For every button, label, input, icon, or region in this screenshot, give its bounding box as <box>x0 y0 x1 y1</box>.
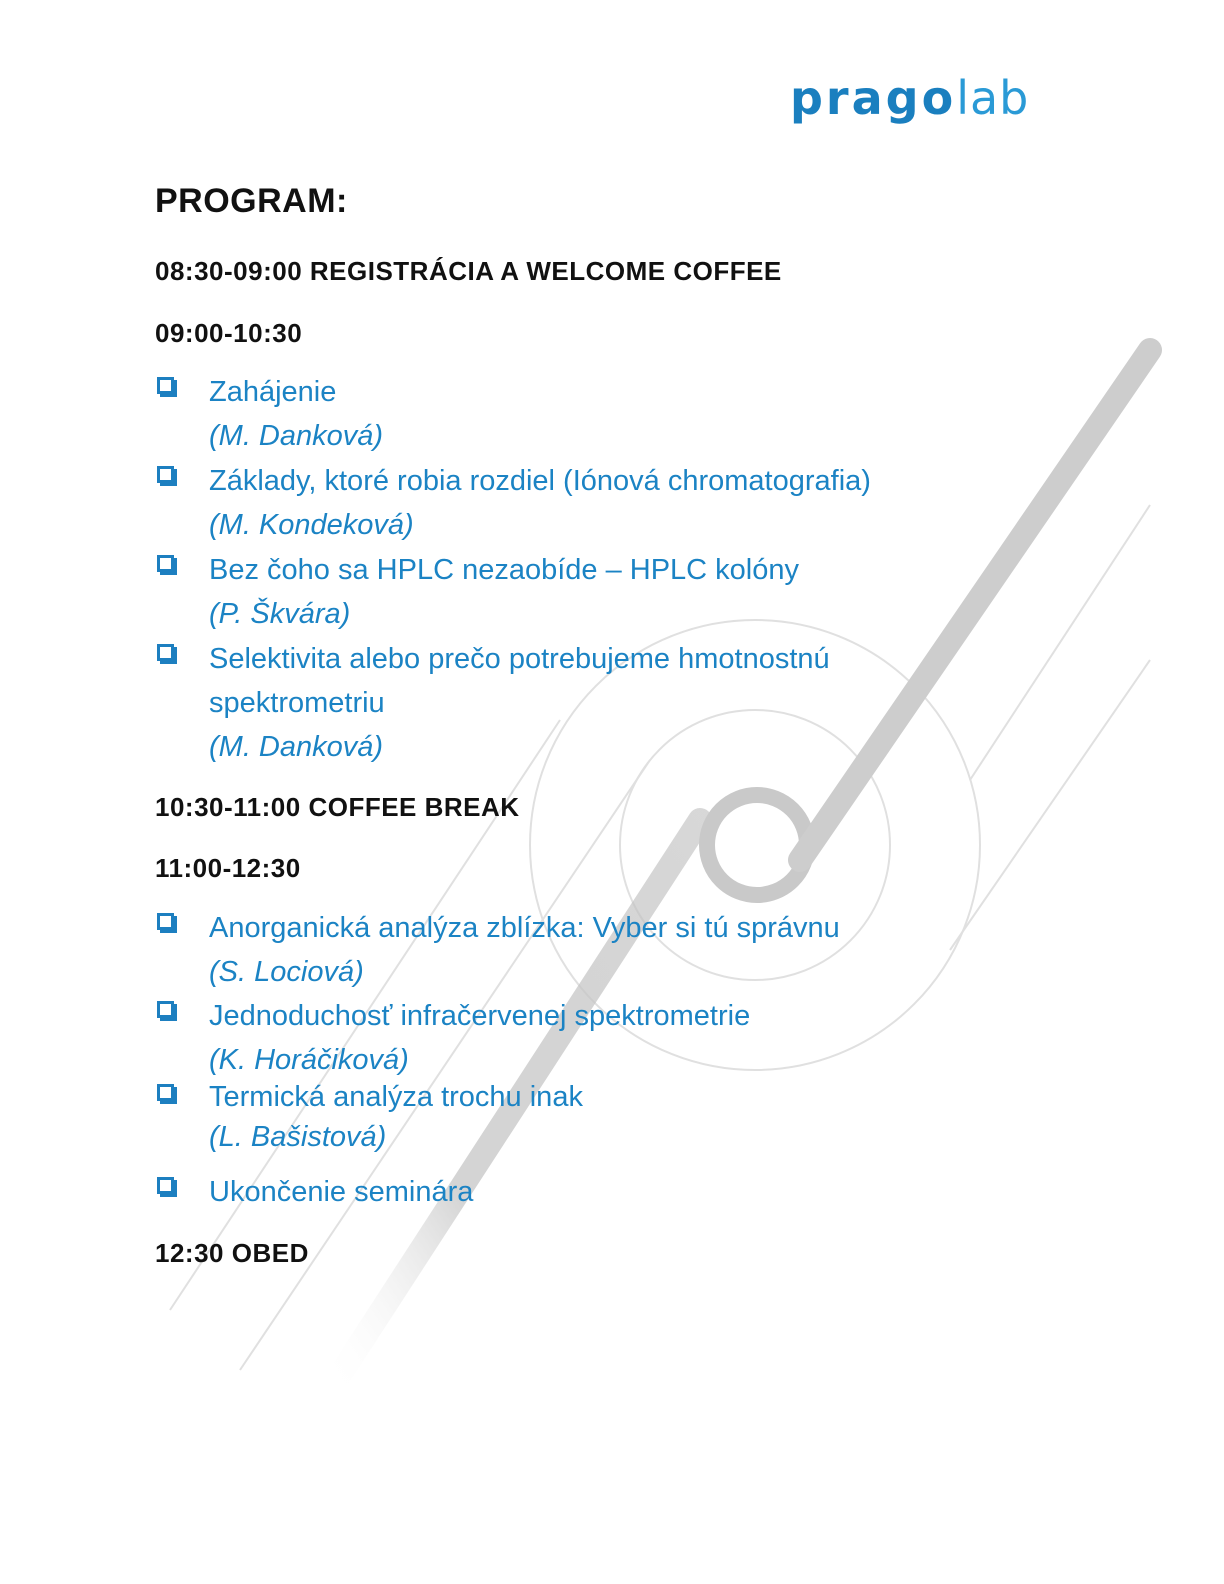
item-speaker: (P. Škvára) <box>209 598 351 630</box>
item-title: Zahájenie <box>209 376 337 408</box>
checkbox-icon <box>157 1177 174 1194</box>
checkbox-icon <box>157 377 174 394</box>
item-speaker: (M. Danková) <box>209 420 384 452</box>
checkbox-icon <box>157 644 174 661</box>
item-title: Ukončenie seminára <box>209 1176 474 1208</box>
item-title: Bez čoho sa HPLC nezaobíde – HPLC kolóny <box>209 554 800 586</box>
logo-brand: prago <box>790 71 957 125</box>
checkbox-icon <box>157 1084 174 1101</box>
item-title: Jednoduchosť infračervenej spektrometrie <box>209 1000 751 1032</box>
item-speaker: (M. Danková) <box>209 731 384 763</box>
section-registration: 08:30-09:00 REGISTRÁCIA A WELCOME COFFEE <box>155 256 782 286</box>
item-title: Základy, ktoré robia rozdiel (Iónová chromatografia) <box>209 465 871 497</box>
checkbox-icon <box>157 466 174 483</box>
item-speaker: (M. Kondeková) <box>209 509 414 541</box>
pragolab-logo <box>790 70 1070 126</box>
item-speaker: (K. Horáčiková) <box>209 1044 409 1076</box>
section-block1-time: 09:00-10:30 <box>155 318 303 348</box>
checkbox-icon <box>157 1001 174 1018</box>
section-coffee-break: 10:30-11:00 COFFEE BREAK <box>155 792 520 822</box>
item-title: Selektivita alebo prečo potrebujeme hmotnostnú spektrometriu <box>209 643 830 719</box>
page-title: PROGRAM: <box>155 182 348 220</box>
item-title: Anorganická analýza zblízka: Vyber si tú správnu <box>209 912 840 944</box>
logo-suffix: lab <box>956 71 1030 125</box>
item-title: Termická analýza trochu inak <box>209 1081 583 1113</box>
section-block2-time: 11:00-12:30 <box>155 853 301 883</box>
checkbox-icon <box>157 913 174 930</box>
item-speaker: (S. Lociová) <box>209 956 364 988</box>
item-speaker: (L. Bašistová) <box>209 1121 387 1153</box>
section-lunch: 12:30 OBED <box>155 1238 309 1268</box>
checkbox-icon <box>157 555 174 572</box>
